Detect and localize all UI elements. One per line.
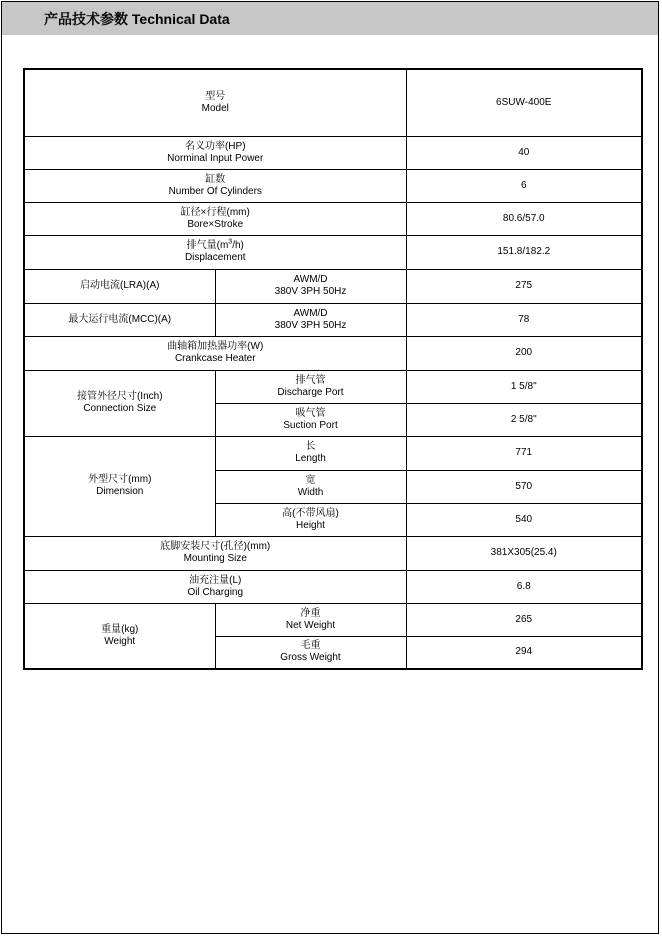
label-oil: 油充注量(L) Oil Charging <box>24 570 406 603</box>
value-power: 40 <box>406 136 642 169</box>
row-heater <box>24 336 642 370</box>
label-dimension: 外型尺寸(mm) Dimension <box>24 436 215 536</box>
header-bar <box>2 2 658 35</box>
label-power: 名义功率(HP) Norminal Input Power <box>24 136 406 169</box>
label-mcc: 最大运行电流(MCC)(A) <box>24 303 215 336</box>
label-model: 型号 Model <box>24 69 406 136</box>
label-discharge-port: 排气管 Discharge Port <box>215 370 406 403</box>
value-mcc: 78 <box>406 303 642 336</box>
value-bore-stroke: 80.6/57.0 <box>406 202 642 235</box>
value-mounting: 381X305(25.4) <box>406 536 642 570</box>
row-bore-stroke <box>24 202 642 235</box>
label-height: 高(不带风扇) Height <box>215 503 406 536</box>
technical-data-table <box>23 68 643 670</box>
label-displacement: 排气量$(m^3/h)$ Displacement <box>24 235 406 269</box>
value-heater: 200 <box>406 336 642 370</box>
value-cylinders: 6 <box>406 169 642 202</box>
label-bore-stroke: 缸径×行程(mm) Bore×Stroke <box>24 202 406 235</box>
label-net-weight: 净重 Net Weight <box>215 603 406 636</box>
row-net-weight <box>24 603 642 636</box>
value-gross-weight: 294 <box>406 636 642 669</box>
row-discharge <box>24 370 642 403</box>
row-mounting <box>24 536 642 570</box>
label-heater: 曲轴箱加热器功率(W) Crankcase Heater <box>24 336 406 370</box>
label-length: 长 Length <box>215 436 406 470</box>
label-connection-size: 接管外径尺寸(Inch) Connection Size <box>24 370 215 436</box>
value-suction-port: 2 5/8" <box>406 403 642 436</box>
condition-lra: AWM/D 380V 3PH 50Hz <box>215 269 406 303</box>
row-mcc <box>24 303 642 336</box>
value-height: 540 <box>406 503 642 536</box>
row-oil <box>24 570 642 603</box>
row-length <box>24 436 642 470</box>
value-length: 771 <box>406 436 642 470</box>
value-model: 6SUW-400E <box>406 69 642 136</box>
label-suction-port: 吸气管 Suction Port <box>215 403 406 436</box>
document-page <box>1 1 659 934</box>
label-gross-weight: 毛重 Gross Weight <box>215 636 406 669</box>
value-discharge-port: 1 5/8" <box>406 370 642 403</box>
label-lra: 启动电流(LRA)(A) <box>24 269 215 303</box>
row-lra <box>24 269 642 303</box>
value-width: 570 <box>406 470 642 503</box>
label-cylinders: 缸数 Number Of Cylinders <box>24 169 406 202</box>
label-weight: 重量(kg) Weight <box>24 603 215 669</box>
value-displacement: 151.8/182.2 <box>406 235 642 269</box>
page-title: 产品技术参数 Technical Data <box>44 11 230 27</box>
value-net-weight: 265 <box>406 603 642 636</box>
value-oil: 6.8 <box>406 570 642 603</box>
row-displacement <box>24 235 642 269</box>
value-lra: 275 <box>406 269 642 303</box>
row-power <box>24 136 642 169</box>
row-model <box>24 69 642 136</box>
row-cylinders <box>24 169 642 202</box>
label-mounting: 底脚安装尺寸(孔径)(mm) Mounting Size <box>24 536 406 570</box>
condition-mcc: AWM/D 380V 3PH 50Hz <box>215 303 406 336</box>
label-width: 宽 Width <box>215 470 406 503</box>
